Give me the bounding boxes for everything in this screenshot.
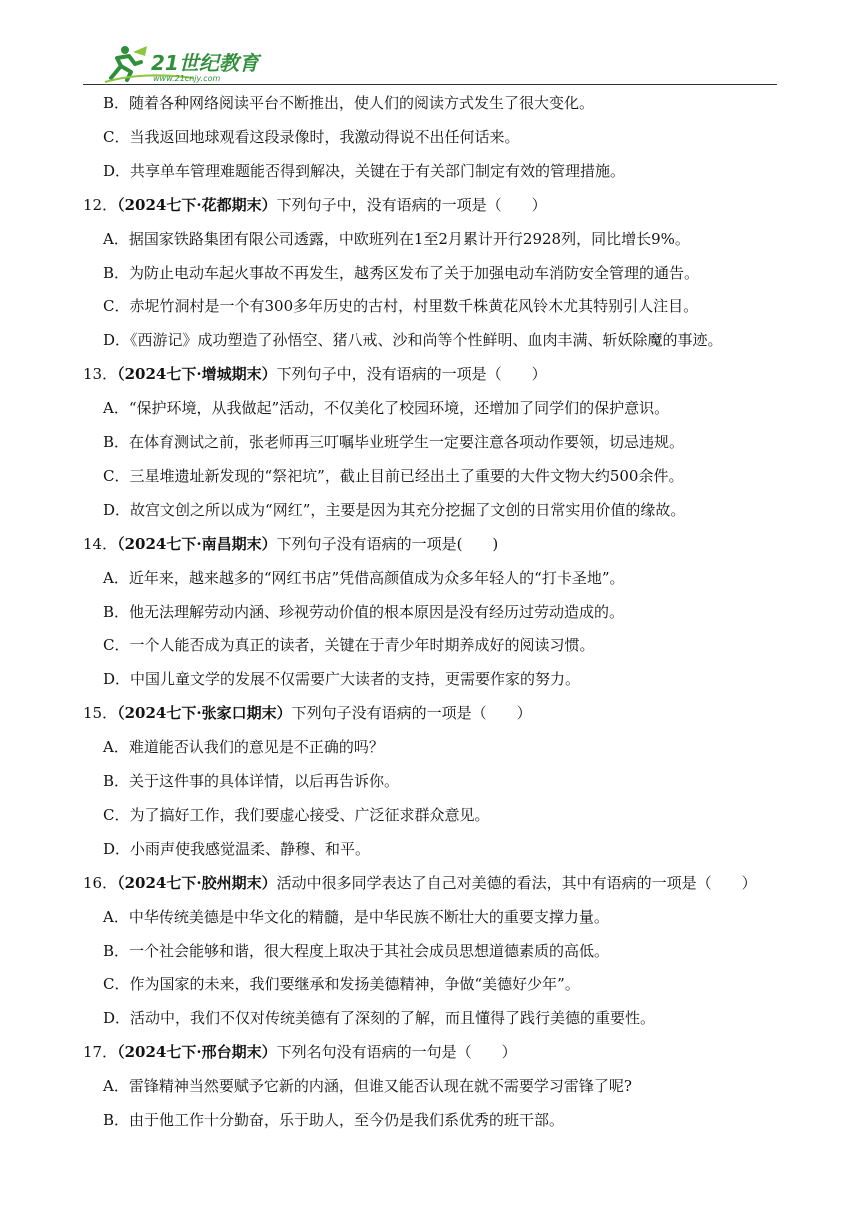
answer-option: A．雷锋精神当然要赋予它新的内涵，但谁又能否认现在就不需要学习雷锋了呢?: [103, 1077, 632, 1096]
question-stem: [83, 873, 757, 893]
answer-option: B．在体育测试之前，张老师再三叮嘱毕业班学生一定要注意各项动作要领，切忌违规。: [103, 433, 685, 451]
question-text: 下列名句没有语病的一句是（ ）: [276, 1043, 517, 1062]
answer-option: B．由于他工作十分勤奋，乐于助人，至今仍是我们系优秀的班干部。: [103, 1111, 565, 1129]
answer-option: B．为防止电动车起火事故不再发生，越秀区发布了关于加强电动车消防安全管理的通告。: [103, 263, 700, 282]
answer-option: D．中国儿童文学的发展不仅需要广大读者的支持，更需要作家的努力。: [103, 670, 581, 689]
answer-option: A．近年来，越来越多的“网红书店”凭借高颜值成为众多年轻人的“打卡圣地”。: [103, 568, 625, 587]
answer-option: C．作为国家的未来，我们要继承和发扬美德精神，争做“美德好少年”。: [103, 975, 580, 994]
answer-option: B．他无法理解劳动内涵、珍视劳动价值的根本原因是没有经历过劳动造成的。: [103, 602, 625, 621]
answer-option: C．三星堆遗址新发现的“祭祀坑”，截止目前已经出土了重要的大件文物大约500余件。: [103, 466, 684, 485]
svg-text:www.21cnjy.com: www.21cnjy.com: [153, 74, 221, 83]
answer-option: C．为了搞好工作，我们要虚心接受、广泛征求群众意见。: [103, 805, 490, 824]
question-number: 13．: [83, 365, 118, 384]
question-text: 活动中很多同学表达了自己对美德的看法，其中有语病的一项是（ ）: [276, 873, 757, 892]
question-stem: [83, 195, 547, 215]
svg-text:21世纪教育: 21世纪教育: [151, 51, 259, 75]
answer-option: B．一个社会能够和谐，很大程度上取决于其社会成员思想道德素质的高低。: [103, 941, 610, 960]
answer-option: A．据国家铁路集团有限公司透露，中欧班列在1至2月累计开行2928列，同比增长9%。: [103, 229, 690, 248]
question-source: （2024七下·花都期末）: [117, 195, 277, 214]
question-text: 下列句子中，没有语病的一项是（ ）: [276, 365, 547, 384]
answer-option: D．《西游记》成功塑造了孙悟空、猪八戒、沙和尚等个性鲜明、血肉丰满、斩妖除魔的事迹。: [103, 331, 723, 350]
question-source: （2024七下·胶州期末）: [117, 873, 277, 892]
question-text: 下列句子中，没有语病的一项是（ ）: [276, 195, 547, 214]
answer-option: C．当我返回地球观看这段录像时，我激动得说不出任何话来。: [103, 127, 520, 146]
answer-option: D．小雨声使我感觉温柔、静穆、和平。: [103, 839, 371, 858]
answer-option: B．随着各种网络阅读平台不断推出，使人们的阅读方式发生了很大变化。: [103, 94, 595, 112]
question-source: （2024七下·南昌期末）: [117, 534, 277, 553]
question-stem: [83, 534, 498, 554]
question-number: 14．: [83, 534, 118, 553]
answer-option: D．故宫文创之所以成为“网红”，主要是因为其充分挖掘了文创的日常实用价值的缘故。: [103, 500, 686, 519]
question-source: （2024七下·张家口期末）: [117, 704, 292, 723]
answer-option: A．难道能否认我们的意见是不正确的吗？: [103, 738, 384, 757]
answer-option: D．活动中，我们不仅对传统美德有了深刻的了解，而且懂得了践行美德的重要性。: [103, 1009, 656, 1028]
question-text: 下列句子没有语病的一项是( ): [276, 534, 499, 553]
answer-option: C．赤坭竹洞村是一个有300多年历史的古村，村里数千株黄花风铃木尤其特别引人注目。: [103, 297, 699, 316]
question-text: 下列句子没有语病的一项是（ ）: [291, 704, 532, 723]
question-source: （2024七下·邢台期末）: [117, 1043, 277, 1062]
question-number: 12．: [83, 195, 118, 214]
question-number: 16．: [83, 873, 118, 892]
question-stem: [83, 1042, 517, 1062]
question-stem: [83, 364, 547, 384]
question-source: （2024七下·增城期末）: [117, 365, 277, 384]
question-number: 17．: [83, 1043, 118, 1062]
question-number: 15．: [83, 704, 118, 723]
answer-option: A．中华传统美德是中华文化的精髓，是中华民族不断壮大的重要支撑力量。: [103, 907, 609, 926]
question-stem: [83, 703, 532, 723]
answer-option: B．关于这件事的具体详情，以后再告诉你。: [103, 772, 400, 790]
answer-option: D．共享单车管理难题能否得到解决，关键在于有关部门制定有效的管理措施。: [103, 161, 626, 180]
answer-option: C．一个人能否成为真正的读者，关键在于青少年时期养成好的阅读习惯。: [103, 636, 595, 655]
answer-option: A．“保护环境，从我做起”活动，不仅美化了校园环境，还增加了同学们的保护意识。: [103, 399, 670, 418]
